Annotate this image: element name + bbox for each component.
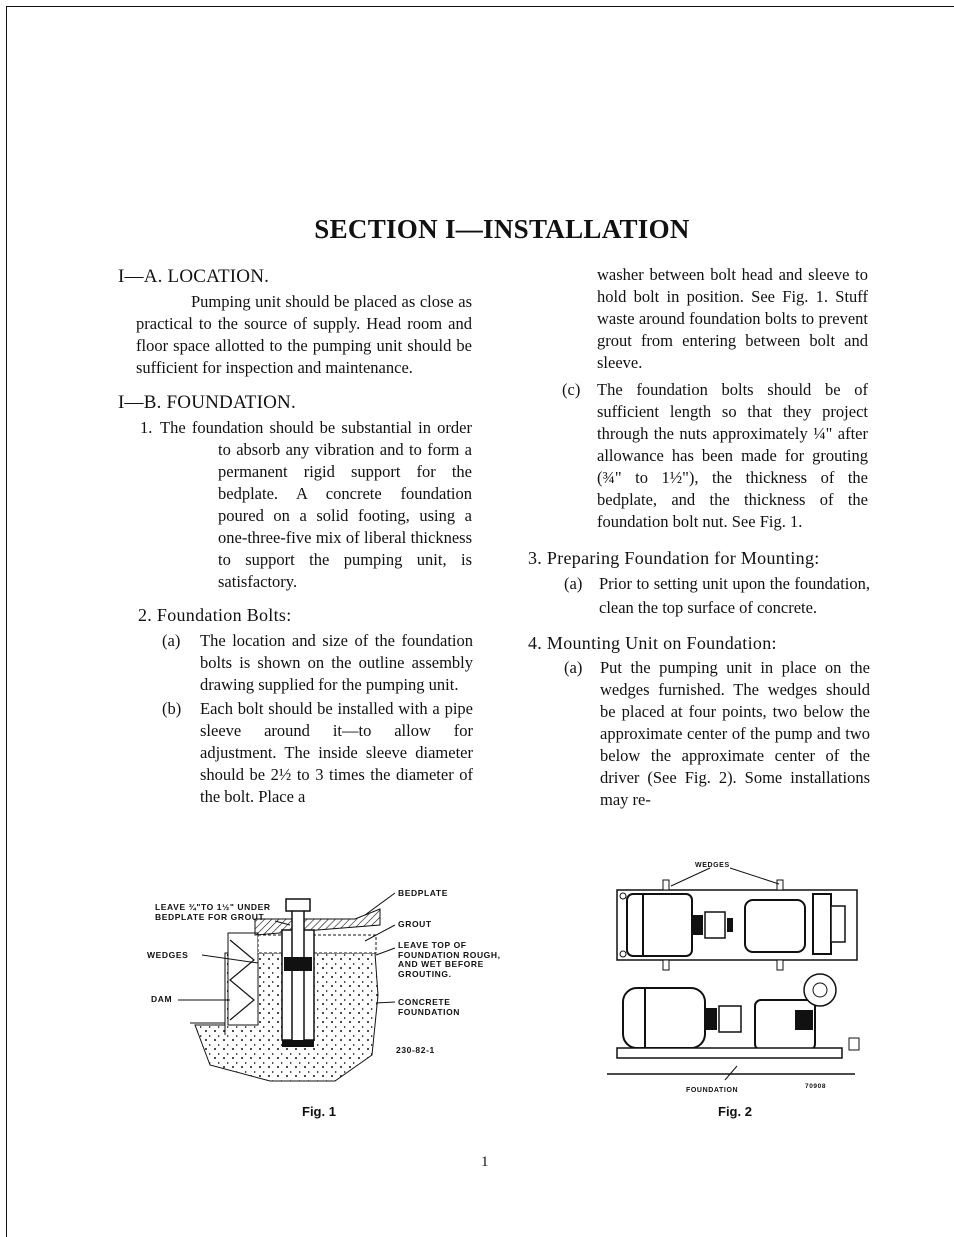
side-baseplate [617,1048,842,1058]
fig1-label-bedplate: BEDPLATE [398,888,448,898]
foundation-item-1-text: The foundation should be substantial in order to absorb any vibration and to form a permanent rigid support for the bedplate. A concrete foundation poured on a solid footing, using a one-three-five mix of liberal thickness to support the pumping unit, is satisfactory. [160,418,472,591]
item-text [160,417,472,593]
fig2-mounting-diagram [605,860,870,1090]
bolts-item-b [162,698,473,808]
washer [282,1040,314,1047]
fig2-label-foundation: FOUNDATION [686,1087,739,1094]
right-column [528,264,873,811]
fig1-label-concrete: CONCRETE FOUNDATION [398,997,461,1017]
fig1-label-code: 230-82-1 [396,1045,435,1055]
wedge-marker [777,880,783,890]
item-label: (a) [564,574,583,593]
page-number: 1 [481,1154,489,1170]
mounting-item-a [564,657,870,811]
top-pump [745,900,805,952]
item-number: 1. [140,418,153,437]
bedplate [255,909,380,935]
bolts-b-text: Each bolt should be installed with a pipe sleeve around it—to allow for adjustment. The inside sleeve diameter should be 2½ to 3 times the diameter of the bolt. Place a [200,699,473,806]
grout [258,935,376,953]
mounting-heading: 4. Mounting Unit on Foundation: [528,633,777,653]
item-label: (b) [162,699,182,718]
foundation-item-1 [140,417,472,593]
preparing-heading: 3. Preparing Foundation for Mounting: [528,548,820,568]
fig1-caption: Fig. 1 [302,1104,336,1119]
bolt [292,905,304,1045]
page-border-left [6,6,7,1237]
dam [228,933,258,1025]
bolt-nut [286,899,310,911]
item-label: (a) [564,658,583,677]
location-heading: I—A. LOCATION. [118,266,270,287]
fig1-label-grout: GROUT [398,919,432,929]
preparing-item-a [564,572,870,620]
side-motor [623,988,705,1048]
fig1-label-leave-top: LEAVE TOP OF FOUNDATION ROUGH, AND WET BEFORE GROUTING. [398,940,501,979]
fig2-label-code: 70908 [805,1083,827,1090]
item-label: (c) [562,380,581,399]
fig2-caption: Fig. 2 [718,1104,752,1119]
left-column [118,266,478,808]
item-label: (a) [162,631,181,650]
fig1-label-dam: DAM [151,994,173,1004]
page-border-top [6,6,954,7]
foundation-bolts-heading: 2. Foundation Bolts: [138,605,292,625]
bolts-a-text: The location and size of the foundation bolts is shown on the outline assembly drawing supplied for the pumping unit. [200,631,473,694]
bolts-c-text: The foundation bolts should be of sufficient length so that they project through the nuts approximately ¼" after allowance has been made for grouting (¾" to 1½"), the thickness of the bedplate, and the thickness of the foundation bolt nut. See Fig. 1. [597,380,868,531]
fig1-label-wedges: WEDGES [147,950,189,960]
bolts-item-a [162,630,473,696]
top-motor [627,894,692,956]
fig1-label-leave: LEAVE ¾"TO 1½" UNDER BEDPLATE FOR GROUT [155,902,271,922]
bolts-b-continued: washer between bolt head and sleeve to hold bolt in position. See Fig. 1. Stuff waste around foundation bolts to prevent grout from entering between bolt and sleeve. [597,265,868,372]
foundation-heading: I—B. FOUNDATION. [118,392,296,413]
wedge-marker [663,960,669,970]
fig2-label-wedges: WEDGES [695,862,730,869]
preparing-a-text: Prior to setting unit upon the foundation, clean the top surface of concrete. [599,574,870,617]
bolts-item-c [562,379,868,533]
location-text: Pumping unit should be placed as close as practical to the source of supply. Head room and floor space allotted to the pumping unit should be sufficient for inspection and maintenance. [136,292,472,377]
wedge-marker [777,960,783,970]
mounting-a-text: Put the pumping unit in place on the wedges furnished. The wedges should be placed at four points, two below the approximate center of the pump and two below the approximate center of the driver (See Fig. 2). Some installations may re- [600,658,870,809]
section-title: SECTION I—INSTALLATION [314,214,690,244]
wedge-marker [663,880,669,890]
